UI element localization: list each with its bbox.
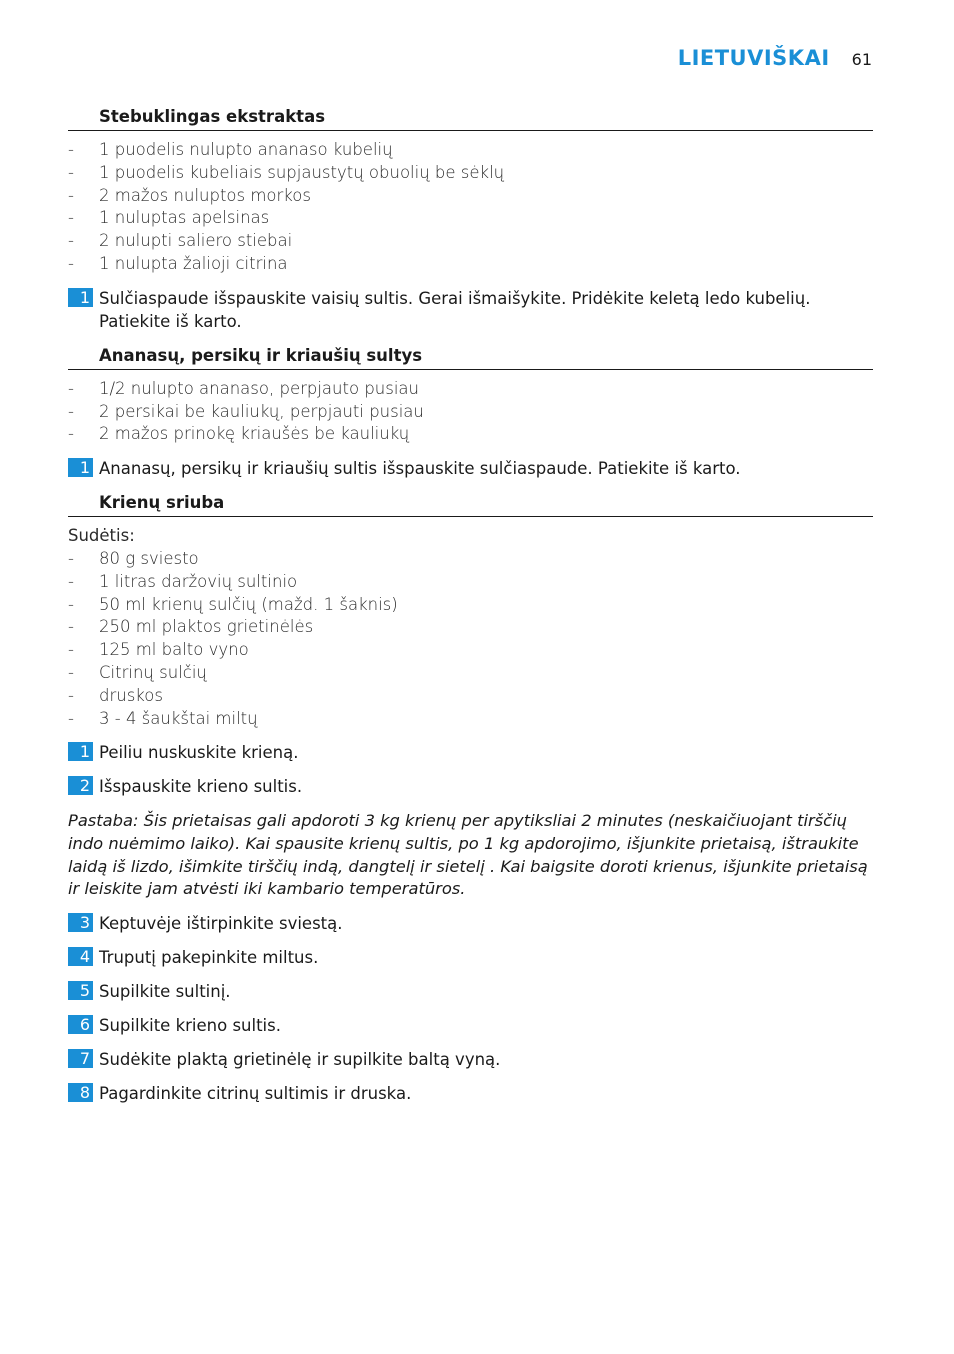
step-number-badge: 1 [68,458,93,477]
step-number-badge: 1 [68,288,93,307]
section-heading: Stebuklingas ekstraktas [68,106,873,131]
step-number-badge: 8 [68,1083,93,1102]
list-item: - 250 ml plaktos grietinėlės [68,617,314,637]
list-item: - 2 persikai be kauliukų, perpjauti pusiau [68,401,424,421]
step-number-badge: 1 [68,742,93,761]
language-title: LIETUVIŠKAI [677,46,830,70]
step-item [68,946,873,969]
document-body [68,106,873,1105]
step-item [68,1014,873,1037]
ingredient-list [68,139,873,276]
step-item [68,1048,873,1071]
step-item [68,741,873,764]
step-number-badge: 2 [68,776,93,795]
step-item [68,1082,873,1105]
list-item: - 125 ml balto vyno [68,640,249,660]
note-paragraph: Pastaba: Šis prietaisas gali apdoroti 3 kg krienų per apytiksliai 2 minutes (neskaičiuojant tirščių indo nuėmimo laiko). Kai spausite krienų sultis, po 1 kg apdorojimo, išjunkite prietaisą, ištraukite laidą iš lizdo, išimkite tirščių indą, dangtelį ir sietelį . Kai baigsite doroti krienus, išjunkite prietaisą ir leiskite jam atvėsti iki kambario temperatūros. [68,811,868,899]
step-text: Truputį pakepinkite miltus. [99,947,319,967]
recipe-section [68,106,873,333]
step-text: Supilkite sultinį. [99,981,231,1001]
step-number-badge: 5 [68,981,93,1000]
step-text: Pagardinkite citrinų sultimis ir druska. [99,1083,412,1103]
list-item: - 3 - 4 šaukštai miltų [68,708,258,728]
step-text: Supilkite krieno sultis. [99,1015,281,1035]
step-text: Peiliu nuskuskite krieną. [99,743,299,763]
section-heading: Krienų sriuba [68,492,873,517]
ingredient-list [68,548,873,730]
step-text: Sulčiaspaude išspauskite vaisių sultis. Gerai išmaišykite. Pridėkite keletą ledo kubelių. Patiekite iš karto. [99,288,811,331]
recipe-section [68,492,873,1105]
list-item: - 1 puodelis kubeliais supjaustytų obuolių be sėklų [68,162,505,182]
list-item: - 1 puodelis nulupto ananaso kubelių [68,140,393,159]
step-text: Išspauskite krieno sultis. [99,777,303,797]
list-item: - 2 nulupti saliero stiebai [68,231,293,251]
list-item: - 1 nulupta žalioji citrina [68,253,288,273]
step-item [68,287,873,333]
step-number-badge: 3 [68,913,93,932]
step-text: Keptuvėje ištirpinkite sviestą. [99,913,343,933]
ingredient-list [68,378,873,446]
page-number: 61 [851,50,872,69]
section-heading: Ananasų, persikų ir kriaušių sultys [68,345,873,370]
step-item [68,912,873,935]
list-item: - 2 mažos nuluptos morkos [68,185,311,205]
list-item: - 1 litras daržovių sultinio [68,571,298,591]
list-item: - Citrinų sulčių [68,662,207,682]
step-text: Ananasų, persikų ir kriaušių sultis išspauskite sulčiaspaude. Patiekite iš karto. [99,459,741,479]
ingredients-intro: Sudėtis: [68,526,135,546]
list-item: - 50 ml krienų sulčių (mažd. 1 šaknis) [68,594,398,614]
list-item: - druskos [68,685,163,705]
step-number-badge: 4 [68,947,93,966]
list-item: - 1/2 nulupto ananaso, perpjauto pusiau [68,378,419,398]
list-item: - 2 mažos prinokę kriaušės be kauliukų [68,424,410,444]
recipe-section [68,345,873,480]
list-item: - 1 nuluptas apelsinas [68,208,270,228]
page-header [678,46,872,70]
step-number-badge: 7 [68,1049,93,1068]
step-number-badge: 6 [68,1015,93,1034]
step-item [68,980,873,1003]
step-item [68,457,873,480]
step-item [68,775,873,798]
step-text: Sudėkite plaktą grietinėlę ir supilkite baltą vyną. [99,1049,501,1069]
list-item: - 80 g sviesto [68,548,199,568]
